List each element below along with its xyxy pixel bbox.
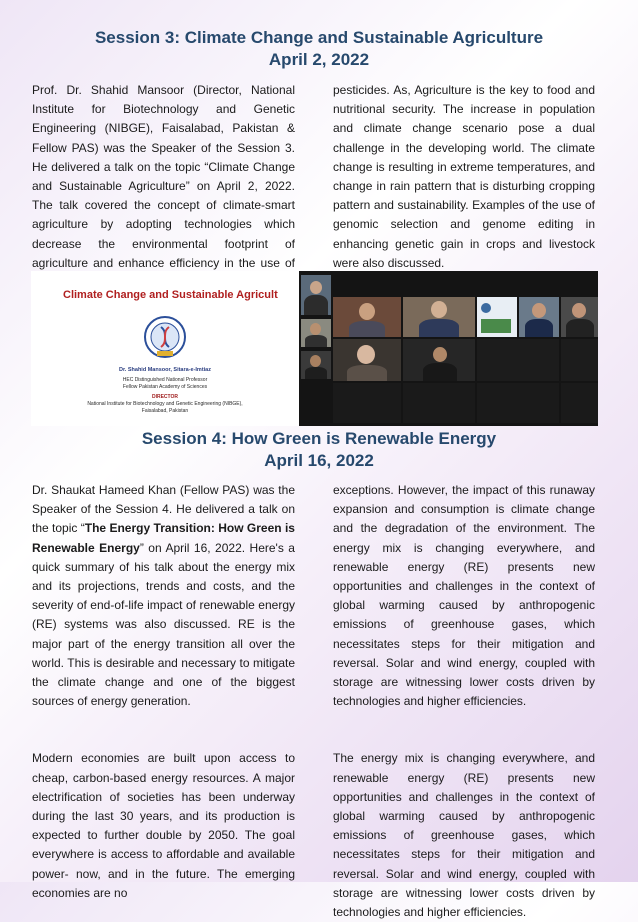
participant-tile bbox=[403, 383, 475, 423]
session4-date: April 16, 2022 bbox=[264, 451, 374, 470]
session4-summary-text: ” on April 16, 2022. Here's a quick summary of his talk about the energy mix and its projections, trends and costs, and the severity of end-of-life impact of renewable energy (RE) systems was also discussed. RE is the major part of the energy transition all over the world. This is desirable and necessary to mitigate the climate change and one of the biggest sources of energy generation. bbox=[32, 540, 295, 709]
slide-title: Climate Change and Sustainable Agricult bbox=[63, 289, 278, 301]
nibge-logo-icon bbox=[143, 315, 187, 359]
participant-tile bbox=[301, 319, 331, 347]
slide-city: Faisalabad, Pakistan bbox=[141, 408, 189, 414]
session4-intro-text: Dr. Shaukat Hameed Khan (Fellow PAS) was the Speaker of the Session 4. He delivered a talk on the topic “ bbox=[32, 483, 295, 536]
slide-line-2: Fellow Pakistan Academy of Sciences bbox=[122, 384, 208, 390]
slide-institute: National Institute for Biotechnology and Genetic Engineering (NIBGE), bbox=[87, 401, 243, 407]
participant-tile bbox=[561, 297, 598, 337]
participant-tile bbox=[561, 339, 598, 381]
video-call-screenshot bbox=[31, 271, 598, 426]
session4-left-column bbox=[32, 481, 295, 903]
session4-left-paragraph-1 bbox=[32, 481, 295, 711]
participant-tile bbox=[403, 297, 475, 337]
session4-talk-title: The Energy Transition: How Green is Renewable Energy bbox=[32, 521, 295, 555]
participant-tile bbox=[403, 339, 475, 381]
participant-tile bbox=[477, 339, 559, 381]
session4-right-paragraph-1: exceptions. However, the impact of this runaway expansion and consumption is climate change and the degradation of the environment. The energy mix is changing everywhere, and renewable energy (RE) presents new opportunities and challenges in the context of global warming caused by anthropogenic emissions of greenhouse gases, which necessitates steps for their mitigation and reversal. Solar and wind energy, coupled with storage are witnessing lower costs driven by technologies and higher efficiencies. bbox=[333, 483, 595, 709]
participant-tile bbox=[477, 297, 517, 337]
slide-director: DIRECTOR bbox=[151, 394, 179, 400]
session3-right-paragraph: pesticides. As, Agriculture is the key to food and nutritional security. The increase in population and climate change scenario pose a dual challenge in the developing world. The climate change is resulting in extreme temperatures, and change in rain pattern that is disturbing cropping pattern and sustainability. Examples of the use of genomic selection and genome editing in enhancing genetic gain in crops and livestock were also discussed. bbox=[333, 83, 595, 270]
session4-heading bbox=[0, 428, 638, 472]
session4-right-paragraph-2: The energy mix is changing everywhere, and renewable energy (RE) presents new opportunities and challenges in the context of global warming caused by anthropogenic emissions of greenhouse gases, which necessitates steps for their mitigation and reversal. Solar and wind energy, coupled with storage are witnessing lower costs driven by technologies and higher efficiencies. bbox=[333, 751, 595, 920]
session4-title: Session 4: How Green is Renewable Energy bbox=[141, 429, 497, 448]
session3-heading bbox=[0, 27, 638, 71]
session3-date: April 2, 2022 bbox=[268, 50, 370, 69]
participant-tile bbox=[301, 351, 331, 379]
session3-title: Session 3: Climate Change and Sustainable Agriculture bbox=[94, 28, 544, 47]
participant-tile bbox=[477, 383, 559, 423]
presentation-slide bbox=[31, 271, 299, 426]
session3-left-paragraph: Prof. Dr. Shahid Mansoor (Director, National Institute for Biotechnology and Genetic Engineering (NIBGE), Faisalabad, Pakistan & Fellow PAS) was the Speaker of the Session 3. He delivered a talk on the topic “Climate Change and Sustainable Agriculture” on April 2, 2022. The talk covered the concept of climate-smart agriculture by adopting technologies which decrease the environmental footprint of agriculture and enhance efficiency in the use of bbox=[32, 83, 295, 270]
participant-tile bbox=[333, 339, 401, 381]
slide-speaker-name: Dr. Shahid Mansoor, Sitara-e-Imtiaz bbox=[119, 367, 211, 373]
session4-left-paragraph-2: Modern economies are built upon access to cheap, carbon-based energy resources. A major electrification of societies has been underway during the last 30 years, and its production is expected to further double by 2050. The goal everywhere is access to affordable and available power- now, and in the future. The emerging economies are no bbox=[32, 751, 295, 900]
session3-left-column bbox=[32, 81, 295, 292]
participant-tile bbox=[333, 383, 401, 423]
session4-right-column bbox=[333, 481, 595, 922]
participant-tile bbox=[561, 383, 598, 423]
session3-right-column bbox=[333, 81, 595, 273]
slide-line-1: HEC Distinguished National Professor bbox=[122, 377, 208, 383]
participant-tile bbox=[333, 297, 401, 337]
participant-tile bbox=[301, 275, 331, 315]
participant-tile bbox=[519, 297, 559, 337]
